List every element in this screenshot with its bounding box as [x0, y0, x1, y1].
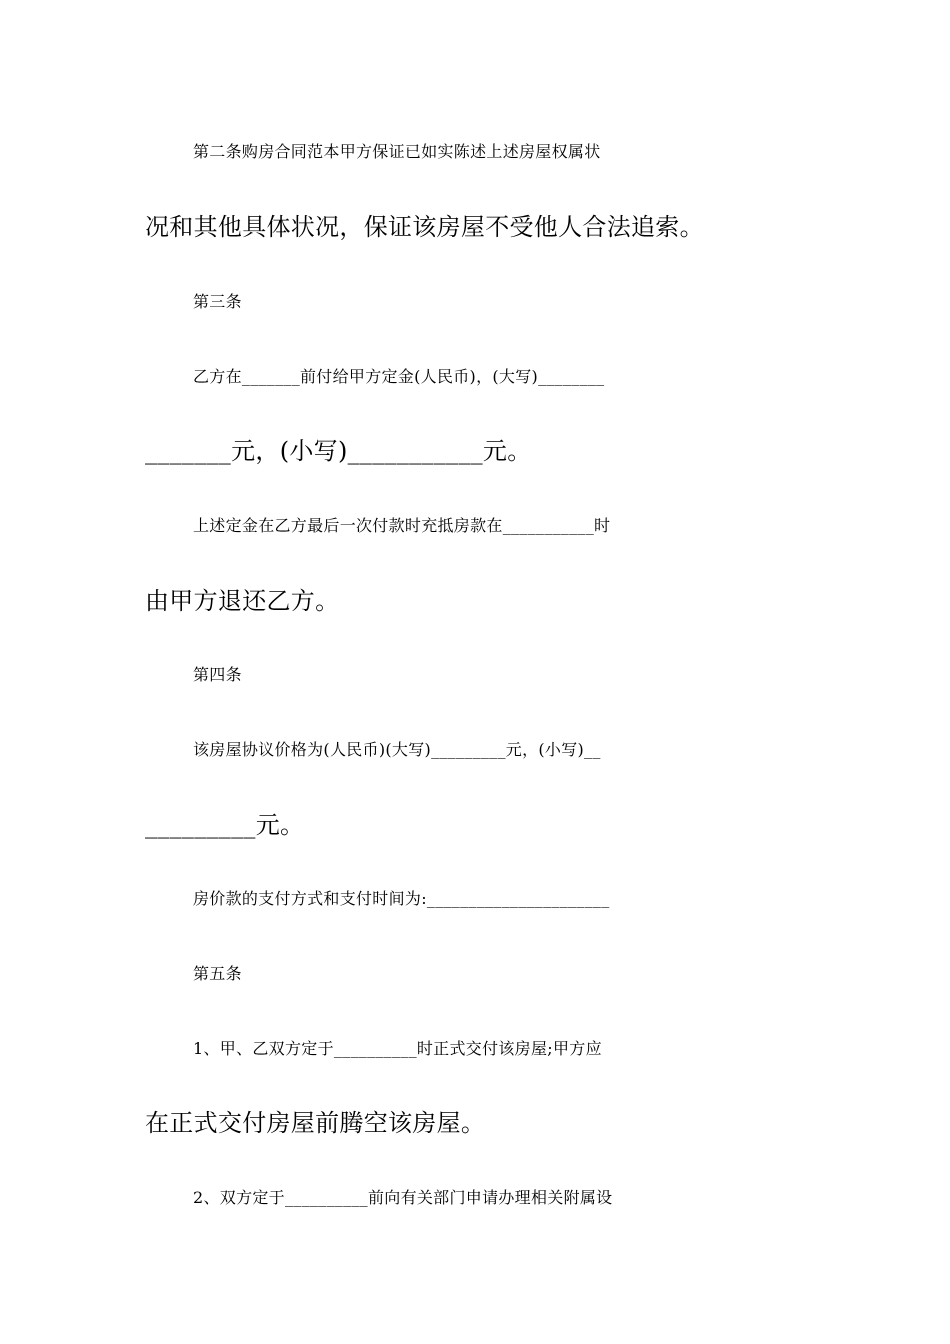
deposit-line-2: _______元，(小写)___________元。 [145, 437, 532, 465]
clause-1-line-1: 1、甲、乙双方定于__________时正式交付该房屋;甲方应 [193, 1039, 602, 1058]
deposit-line-1: 乙方在_______前付给甲方定金(人民币)，(大写)________ [193, 367, 605, 386]
article-2-line-1: 第二条购房合同范本甲方保证已如实陈述上述房屋权属状 [193, 142, 601, 161]
clause-2-line-1: 2、双方定于__________前向有关部门申请办理相关附属设 [193, 1188, 613, 1207]
article-2-line-2: 况和其他具体状况，保证该房屋不受他人合法追索。 [145, 213, 704, 241]
deposit-offset-line-2: 由甲方退还乙方。 [145, 587, 340, 615]
clause-1-line-2: 在正式交付房屋前腾空该房屋。 [145, 1109, 486, 1137]
deposit-offset-line-1: 上述定金在乙方最后一次付款时充抵房款在___________时 [193, 516, 611, 535]
article-5-heading: 第五条 [193, 964, 242, 983]
price-line-2: _________元。 [145, 811, 305, 839]
price-line-1: 该房屋协议价格为(人民币)(大写)_________元，(小写)__ [193, 740, 601, 759]
payment-method-line: 房价款的支付方式和支付时间为:______________________ [193, 889, 610, 908]
article-4-heading: 第四条 [193, 665, 242, 684]
article-3-heading: 第三条 [193, 292, 242, 311]
